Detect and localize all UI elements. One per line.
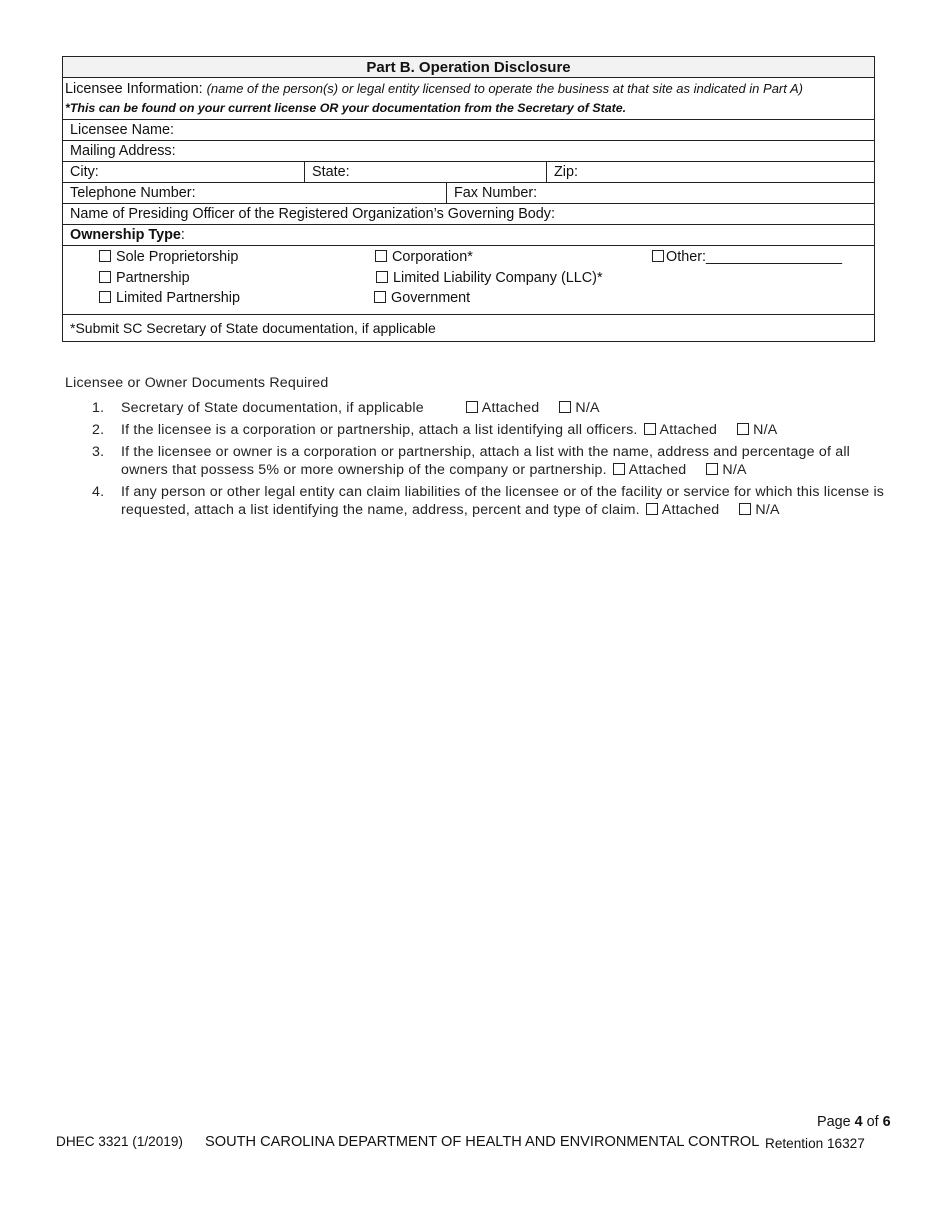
- document-item-text: Secretary of State documentation, if applicable: [121, 400, 424, 416]
- na-checkbox[interactable]: [739, 503, 751, 515]
- attached-label: Attached: [661, 502, 720, 518]
- na-checkbox[interactable]: [737, 423, 749, 435]
- na-label: N/A: [753, 422, 778, 438]
- licensee-information-note: *This can be found on your current license OR your documentation from the Secretary of State.: [65, 101, 627, 115]
- licensee-information-label: Licensee Information:: [65, 81, 207, 97]
- submit-documentation-note: *Submit SC Secretary of State documentation, if applicable: [63, 315, 875, 342]
- retention-number: Retention 16327: [765, 1136, 865, 1151]
- other-checkbox[interactable]: [652, 250, 664, 262]
- fax-field[interactable]: Fax Number:: [447, 183, 875, 204]
- llc-checkbox[interactable]: [376, 271, 388, 283]
- government-checkbox[interactable]: [374, 291, 386, 303]
- zip-field[interactable]: Zip:: [547, 162, 875, 183]
- option-corporation[interactable]: [375, 248, 473, 266]
- document-item-2: [65, 421, 895, 439]
- na-label: N/A: [722, 462, 747, 478]
- ownership-type-label: Ownership Type: [70, 226, 181, 243]
- sole-proprietorship-checkbox[interactable]: [99, 250, 111, 262]
- attached-checkbox[interactable]: [644, 423, 656, 435]
- na-checkbox[interactable]: [706, 463, 718, 475]
- na-checkbox[interactable]: [559, 401, 571, 413]
- document-item-number: 4.: [92, 484, 105, 500]
- option-government[interactable]: [374, 289, 470, 307]
- partnership-checkbox[interactable]: [99, 271, 111, 283]
- documents-required-heading: Licensee or Owner Documents Required: [65, 375, 329, 391]
- attached-label: Attached: [628, 462, 687, 478]
- page-number: [817, 1114, 891, 1130]
- llc-label: Limited Liability Company (LLC)*: [393, 270, 603, 286]
- government-label: Government: [391, 290, 471, 306]
- department-name: SOUTH CAROLINA DEPARTMENT OF HEALTH AND ENVIRONMENTAL CONTROL: [205, 1134, 760, 1150]
- na-label: N/A: [575, 400, 600, 416]
- form-number: DHEC 3321 (1/2019): [56, 1134, 183, 1149]
- attached-label: Attached: [659, 422, 718, 438]
- option-llc[interactable]: [376, 269, 603, 287]
- document-item-number: 2.: [92, 422, 105, 438]
- page-prefix: Page: [817, 1114, 855, 1130]
- document-item-text: If any person or other legal entity can claim liabilities of the licensee or of the facility or service for which this license is requested, attach a list identifying the name, address, percent and type of claim.: [121, 484, 885, 518]
- corporation-checkbox[interactable]: [375, 250, 387, 262]
- document-item-3: [65, 443, 895, 479]
- na-label: N/A: [755, 502, 780, 518]
- partnership-label: Partnership: [116, 270, 190, 286]
- option-sole-proprietorship[interactable]: [99, 248, 238, 266]
- licensee-information-header: [63, 78, 875, 120]
- limited-partnership-label: Limited Partnership: [116, 290, 240, 306]
- state-field[interactable]: State:: [305, 162, 547, 183]
- licensee-name-field[interactable]: Licensee Name:: [63, 120, 875, 141]
- document-item-number: 3.: [92, 444, 105, 460]
- operation-disclosure-form: [62, 56, 875, 342]
- limited-partnership-checkbox[interactable]: [99, 291, 111, 303]
- document-item-text: If the licensee or owner is a corporation or partnership, attach a list with the name, address and percentage of all owners that possess 5% or more ownership of the company or partnership.: [121, 444, 851, 478]
- presiding-officer-field[interactable]: Name of Presiding Officer of the Registered Organization’s Governing Body:: [63, 204, 875, 225]
- page-current: 4: [854, 1114, 863, 1130]
- attached-checkbox[interactable]: [466, 401, 478, 413]
- other-label: Other:_________________: [666, 249, 843, 265]
- option-other[interactable]: [652, 248, 842, 266]
- attached-checkbox[interactable]: [613, 463, 625, 475]
- ownership-type-colon: :: [180, 226, 185, 243]
- footer: [56, 1134, 886, 1150]
- ownership-options: [63, 246, 875, 315]
- telephone-field[interactable]: Telephone Number:: [63, 183, 447, 204]
- attached-checkbox[interactable]: [646, 503, 658, 515]
- attached-label: Attached: [481, 400, 540, 416]
- page-of: of: [862, 1114, 883, 1130]
- page-total: 6: [882, 1114, 891, 1130]
- documents-required-section: [65, 373, 895, 519]
- document-item-1: [65, 399, 895, 417]
- corporation-label: Corporation*: [392, 249, 473, 265]
- sole-proprietorship-label: Sole Proprietorship: [116, 249, 239, 265]
- licensee-information-description: (name of the person(s) or legal entity licensed to operate the business at that site as indicated in Part A): [206, 81, 803, 96]
- document-item-number: 1.: [92, 400, 105, 416]
- section-title: Part B. Operation Disclosure: [63, 57, 875, 78]
- option-limited-partnership[interactable]: [99, 289, 240, 307]
- document-item-text: If the licensee is a corporation or partnership, attach a list identifying all officers.: [121, 422, 638, 438]
- city-field[interactable]: City:: [63, 162, 305, 183]
- mailing-address-field[interactable]: Mailing Address:: [63, 141, 875, 162]
- ownership-type-header: [63, 225, 875, 246]
- option-partnership[interactable]: [99, 269, 190, 287]
- document-item-4: [65, 483, 895, 519]
